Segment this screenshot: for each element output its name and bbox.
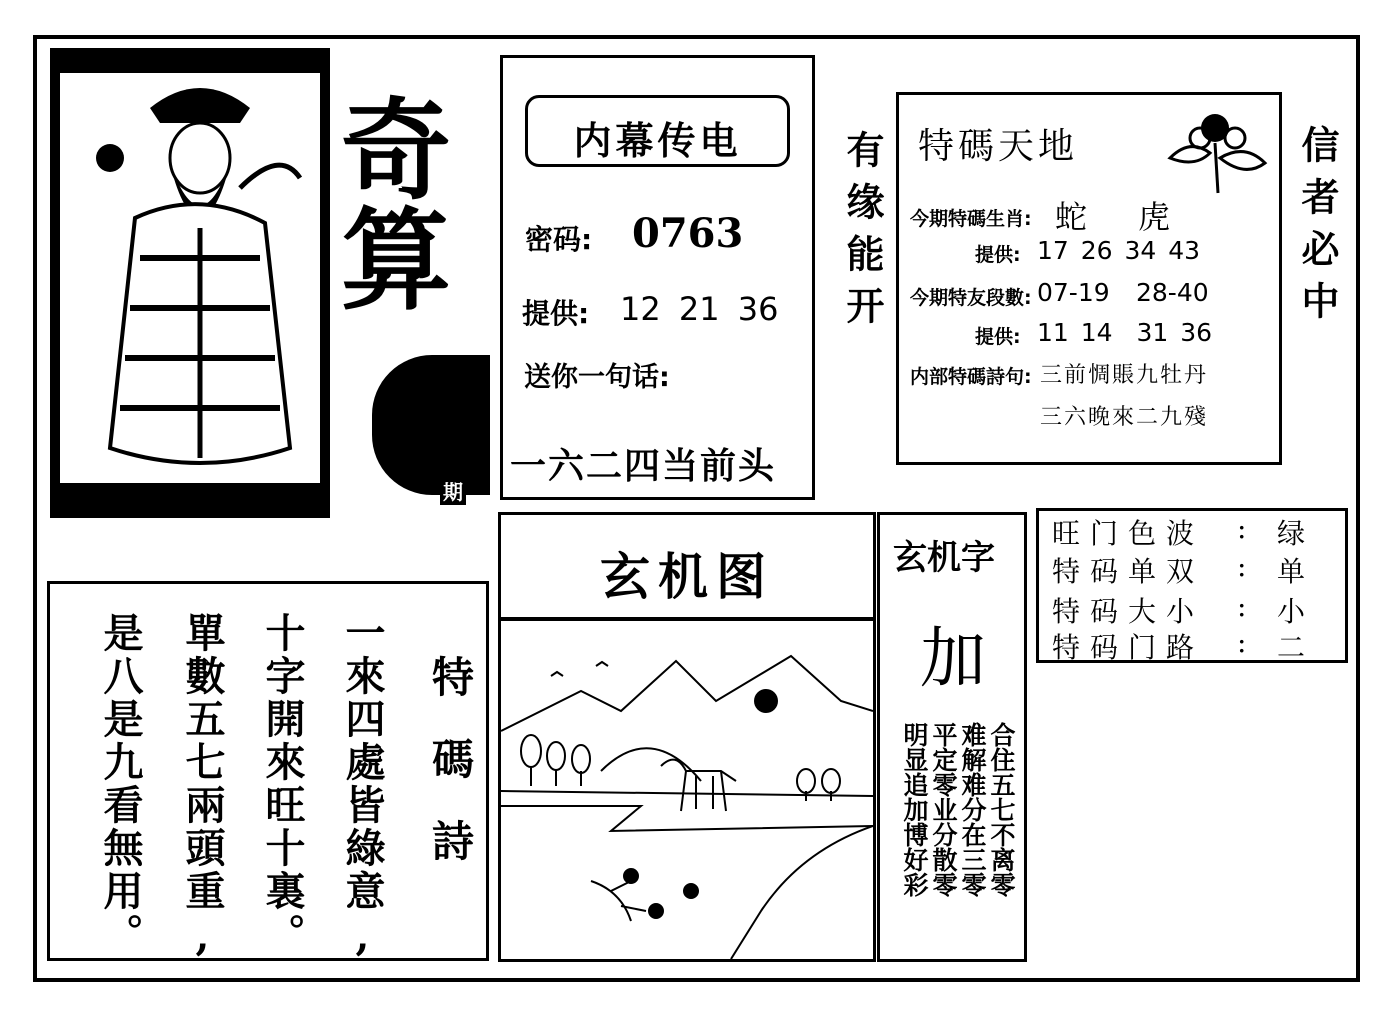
- xuanji-zi-character: 加: [920, 620, 986, 697]
- poem-label: 内部特碼詩句:: [910, 366, 1032, 388]
- saying-text: 一六二四当前头: [510, 445, 777, 487]
- inner-poem-line-1: 三前惆賬九牡丹: [1040, 363, 1209, 388]
- zodiac-value-2: 虎: [1138, 198, 1171, 236]
- inner-poem-line-2: 三六晚來二九殘: [1040, 405, 1209, 430]
- attribute-separator: :: [1237, 550, 1247, 583]
- password-value: 0763: [632, 210, 744, 257]
- xuanji-tu-picture: [498, 618, 876, 962]
- xuanji-zi-title: 玄机字: [893, 538, 995, 578]
- attribute-separator: :: [1237, 626, 1247, 659]
- provide2-label: 提供:: [975, 326, 1021, 348]
- xuanji-zi-column-3: 平定零业分散零: [929, 722, 958, 897]
- flower-icon: [1160, 98, 1270, 198]
- xuanji-zi-column-4: 明显追加博好彩: [900, 722, 929, 897]
- slogan-left: 有缘能开: [840, 130, 885, 338]
- zodiac-value-1: 蛇: [1055, 198, 1088, 236]
- deity-illustration: [50, 48, 330, 518]
- copyright-text: 版權所有 翻版必究: [90, 496, 293, 520]
- issue-suffix: 期: [440, 476, 466, 505]
- attribute-label: 特码门路: [1052, 631, 1205, 664]
- provide1-values: 17 26 34 43: [1037, 236, 1201, 265]
- tema-poem-line-4: 是八是九看無用。: [97, 612, 144, 956]
- attribute-label: 旺门色波: [1052, 517, 1205, 550]
- attribute-value: 二: [1277, 631, 1306, 664]
- xuanji-tu-title-box: [498, 512, 876, 620]
- landscape-horse-icon: [501, 621, 873, 959]
- tema-poem-title: 特碼詩: [426, 655, 475, 901]
- xuanji-tu-title: 玄机图: [600, 547, 774, 606]
- segment-value-1: 07-19: [1037, 278, 1110, 307]
- attribute-separator: :: [1237, 512, 1247, 545]
- saying-label: 送你一句话:: [524, 362, 670, 393]
- tema-poem-line-3: 單數五七兩頭重,: [179, 612, 226, 963]
- provide-values: 12 21 36: [620, 290, 779, 328]
- ink-blot: [372, 355, 490, 495]
- logo-block: [320, 92, 488, 352]
- telegram-title: 内幕传电: [573, 118, 742, 163]
- password-label: 密码:: [525, 223, 593, 256]
- segment-value-2: 28-40: [1136, 278, 1209, 307]
- attribute-value: 小: [1277, 595, 1306, 628]
- tema-poem-line-1: 一來四處皆綠意,: [339, 612, 386, 963]
- provide-label: 提供:: [522, 297, 590, 330]
- attribute-value: 绿: [1277, 517, 1306, 550]
- tema-poem-line-2: 十字開來旺十裏。: [259, 612, 306, 956]
- xuanji-zi-column-1: 合住五七不离零: [987, 722, 1016, 897]
- tema-world-title: 特碼天地: [918, 126, 1079, 167]
- attribute-label: 特码单双: [1052, 555, 1205, 588]
- attribute-label: 特码大小: [1052, 595, 1205, 628]
- logo-text: 奇算: [323, 92, 452, 312]
- telegram-title-box: [525, 95, 790, 167]
- zodiac-label: 今期特碼生肖:: [910, 208, 1032, 230]
- xuanji-zi-column-2: 难解难分在三零: [958, 722, 987, 897]
- attribute-separator: :: [1237, 590, 1247, 623]
- provide2-values: 11 14 31 36: [1037, 318, 1213, 347]
- slogan-right: 信者必中: [1295, 125, 1340, 333]
- attribute-value: 单: [1277, 555, 1306, 588]
- provide1-label: 提供:: [975, 244, 1021, 266]
- deity-icon: [50, 48, 330, 518]
- segment-label: 今期特友段數:: [910, 287, 1032, 309]
